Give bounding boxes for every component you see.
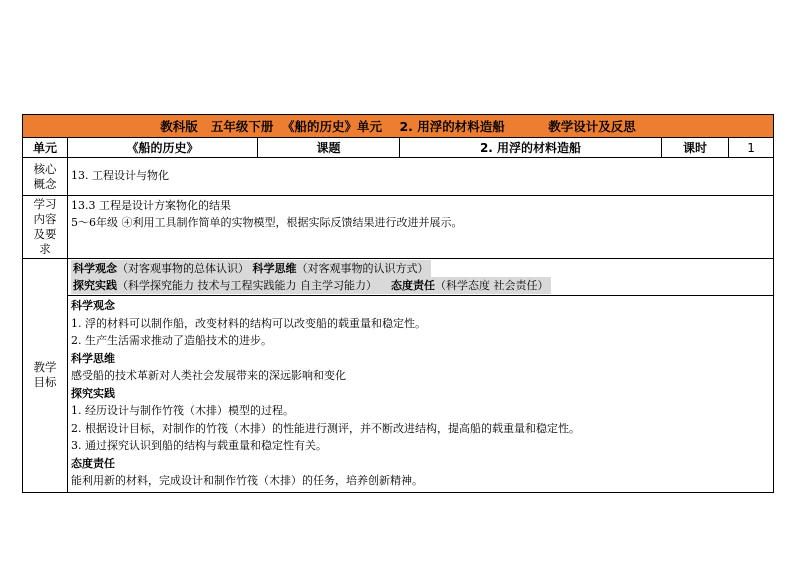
- period-value: 1: [729, 138, 774, 158]
- unit-value: 《船的历史》: [68, 138, 258, 158]
- goal-line: 2. 生产生活需求推动了造船技术的进步。: [71, 334, 272, 347]
- period-label: 课时: [662, 138, 729, 158]
- topic-label: 课题: [258, 138, 400, 158]
- core-concept-label: 核心 概念: [23, 158, 68, 196]
- study-content-label: 学习 内容 及要 求: [23, 196, 68, 259]
- goal-dimension-highlight: 科学观念（对客观事物的总体认识） 科学思维（对客观事物的认识方式）: [73, 262, 429, 275]
- study-content-row: [23, 196, 774, 259]
- goal-line: 1. 浮的材料可以制作船，改变材料的结构可以改变船的载重量和稳定性。: [71, 316, 426, 330]
- topic-value: 2. 用浮的材料造船: [400, 138, 662, 158]
- goal-dimension-highlight: 探究实践（科学探究能力 技术与工程实践能力 自主学习能力） 态度责任（科学态度 社会责任）: [73, 279, 549, 292]
- teaching-goals-row: [23, 259, 774, 493]
- goal-lines: [68, 296, 773, 492]
- goal-line: 感受船的技术革新对人类社会发展带来的深远影响和变化: [71, 369, 346, 382]
- goal-subheading: 科学观念: [71, 299, 115, 312]
- info-row: [23, 138, 774, 158]
- teaching-goals-content: [68, 259, 774, 493]
- lesson-plan-title: 教科版 五年级下册 《船的历史》单元 2. 用浮的材料造船 教学设计及反思: [23, 115, 774, 138]
- unit-label: 单元: [23, 138, 68, 158]
- study-content-value: 13.3 工程是设计方案物化的结果 5～6年级 ④利用工具制作简单的实物模型，根据实际反馈结果进行改进并展示。: [68, 196, 774, 259]
- lesson-plan-table: [22, 114, 774, 493]
- teaching-goals-label: 教学 目标: [23, 259, 68, 493]
- goal-dimensions-header: [68, 259, 773, 296]
- core-concept-value: 13. 工程设计与物化: [68, 158, 774, 196]
- goal-line: 3. 通过探究认识到船的结构与载重量和稳定性有关。: [71, 439, 327, 452]
- goal-subheading: 科学思维: [71, 351, 115, 365]
- core-concept-row: [23, 158, 774, 196]
- goal-line: 2. 根据设计目标，对制作的竹筏（木排）的性能进行测评，并不断改进结构，提高船的载重量和稳定性。: [71, 421, 580, 435]
- goal-subheading: 探究实践: [71, 386, 115, 400]
- goal-line: 能利用新的材料，完成设计和制作竹筏（木排）的任务，培养创新精神。: [71, 474, 423, 487]
- goal-line: 1. 经历设计与制作竹筏（木排）模型的过程。: [71, 404, 294, 417]
- goal-subheading: 态度责任: [71, 456, 115, 470]
